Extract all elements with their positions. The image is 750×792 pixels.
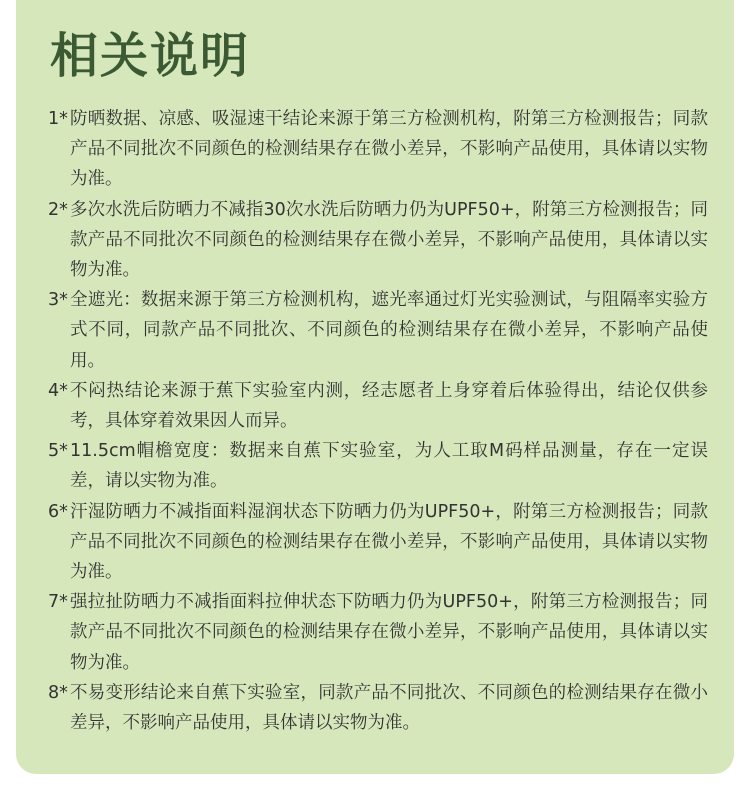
- note-number: 5*: [48, 441, 68, 462]
- note-text: 11.5cm帽檐宽度：数据来自蕉下实验室，为人工取M码样品测量，存在一定误差，请以实物为准。: [70, 441, 708, 492]
- note-text: 多次水洗后防晒力不减指30次水洗后防晒力仍为UPF50+，附第三方检测报告；同款产品不同批次不同颜色的检测结果存在微小差异，不影响产品使用，具体请以实物为准。: [70, 199, 708, 281]
- note-text: 汗湿防晒力不减指面料湿润状态下防晒力仍为UPF50+，附第三方检测报告；同款产品不同批次不同颜色的检测结果存在微小差异，不影响产品使用，具体请以实物为准。: [70, 501, 708, 583]
- note-number: 1*: [48, 109, 68, 129]
- note-text: 不易变形结论来自蕉下实验室，同款产品不同批次、不同颜色的检测结果存在微小差异，不影响产品使用，具体请以实物为准。: [70, 682, 708, 734]
- note-text: 强拉扯防晒力不减指面料拉伸状态下防晒力仍为UPF50+，附第三方检测报告；同款产品不同批次不同颜色的检测结果存在微小差异，不影响产品使用，具体请以实物为准。: [70, 592, 708, 673]
- notes-card: [16, 0, 734, 774]
- note-item-5: [48, 436, 708, 496]
- section-title: 相关说明: [50, 28, 251, 84]
- note-number: 3*: [48, 290, 68, 311]
- note-item-6: [48, 497, 708, 588]
- note-number: 6*: [48, 501, 68, 522]
- note-text: 防晒数据、凉感、吸湿速干结论来源于第三方检测机构，附第三方检测报告；同款产品不同批次不同颜色的检测结果存在微小差异，不影响产品使用，具体请以实物为准。: [70, 109, 708, 190]
- notes-list: [48, 104, 708, 738]
- note-number: 4*: [48, 380, 68, 401]
- note-number: 7*: [48, 592, 68, 613]
- note-item-3: [48, 285, 708, 376]
- note-number: 8*: [48, 682, 68, 703]
- note-text: 全遮光：数据来源于第三方检测机构，遮光率通过灯光实验测试，与阻隔率实验方式不同，同款产品不同批次、不同颜色的检测结果存在微小差异，不影响产品使用。: [70, 290, 708, 371]
- note-item-2: [48, 195, 708, 286]
- note-item-1: [48, 104, 708, 195]
- note-item-4: [48, 376, 708, 436]
- note-text: 不闷热结论来源于蕉下实验室内测，经志愿者上身穿着后体验得出，结论仅供参考，具体穿着效果因人而异。: [70, 380, 708, 432]
- note-item-8: [48, 678, 708, 738]
- note-item-7: [48, 587, 708, 678]
- note-number: 2*: [48, 199, 68, 220]
